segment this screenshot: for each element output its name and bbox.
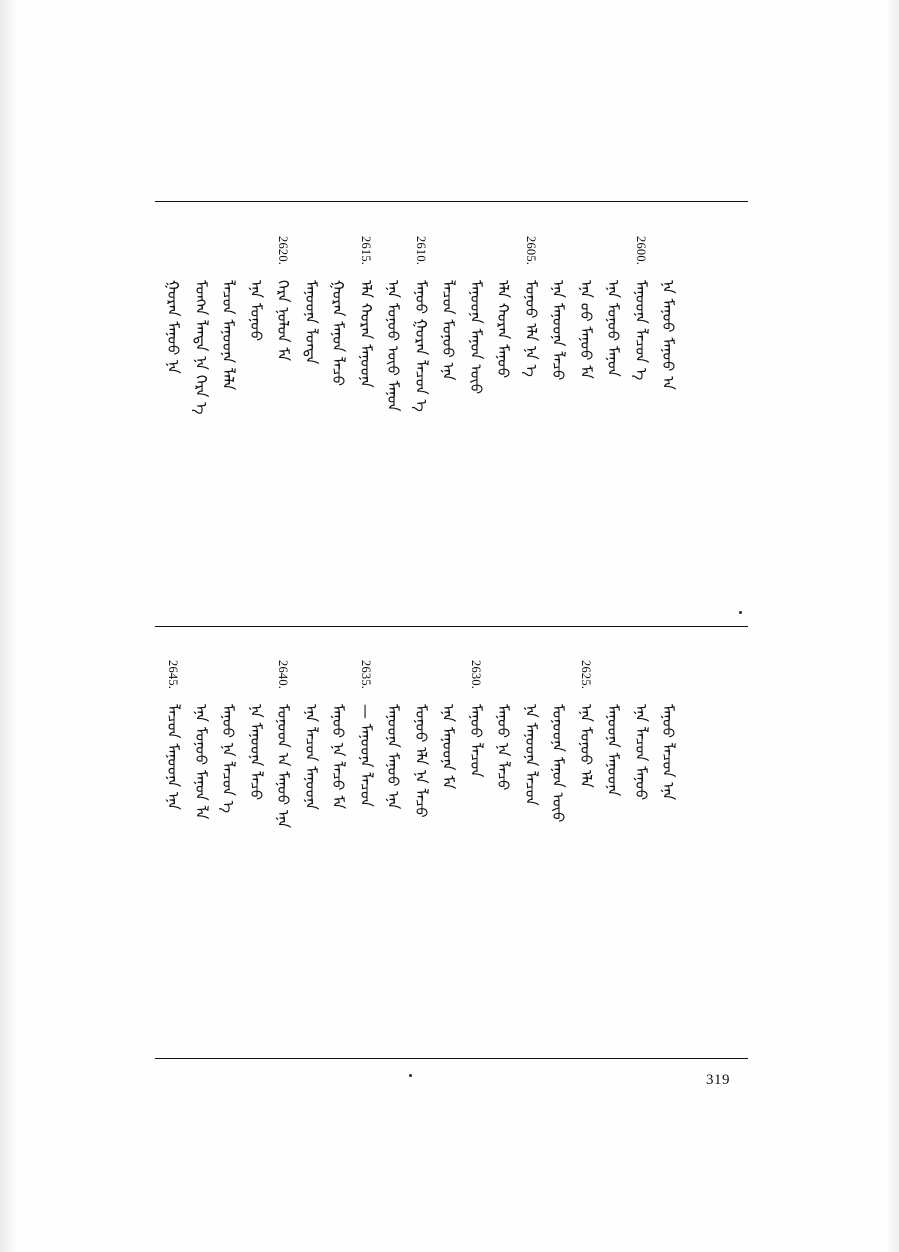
upper-line [188,236,214,536]
upper-line [160,236,186,536]
mongolian-script-line: ᠡᠨᠡ ᠮᠡᠨᠦᠦᠨᠠ ᠮᠡ [439,704,458,790]
line-number: 2625. [579,660,593,690]
lower-line [600,660,626,960]
upper-line [628,236,654,536]
page-number: 319 [706,1072,730,1088]
mongolian-script-line: ᠮᠤᠨᠦᠤ ᠡᠯᠡ ᠨᠠ ᠯᠠᠴᠤ [412,704,430,818]
mongolian-script-line: ᠮᠡᠨᠦᠦᠨᠠ ᠯᠤᠨᠳᠠ [302,280,320,365]
upper-line [600,236,626,536]
upper-line [325,236,351,536]
mongolian-script-line: ᠡᠯᠡ ᠬᠤᠷᠠᠨ ᠮᠡᠨᠦᠦ [494,280,513,379]
lower-line [188,660,214,960]
mongolian-script-line: ᠮᠣᠩᠡᠨ ᠯᠠᠨᠳᠠ ᠨᠠ ᠬᠡᠷᠨ ᠡ [192,280,210,415]
line-number: 2615. [359,236,373,266]
mongolian-script-line: ᠯᠠᠴᠤᠨ ᠮᠡᠨᠦᠦᠨᠠ ᠡᠨᠡ [164,704,183,810]
lower-line [243,660,269,960]
lower-line [325,660,351,960]
mongolian-script-line: ᠨᠠ ᠮᠡᠨᠦᠦᠨᠠ ᠯᠠᠴᠤ [247,704,265,801]
upper-line [380,236,406,536]
mongolian-script-line: ᠮᠡᠨᠦᠦ ᠭᠤᠷᠠᠨ ᠯᠠᠴᠤᠨ ᠡ [412,280,430,412]
line-number: 2620. [276,236,291,266]
mongolian-script-line: ᠮᠡᠨᠦᠦ ᠯᠠᠴᠤᠨ ᠡᠨᠡ [659,704,678,801]
horizontal-rule-middle [155,626,748,627]
upper-line [270,236,296,536]
lower-line [408,660,434,960]
upper-line [573,236,599,536]
lower-line [215,660,241,960]
mongolian-script-line: ᠮᠡᠨᠦᠦ ᠨᠠ ᠯᠠᠴᠤᠨ ᠡ [219,704,238,814]
mongolian-script-line: ᠮᠡᠨᠦᠦᠨᠠ ᠮᠡᠨᠦᠤ ᠡᠨᠡ [384,704,403,810]
mongolian-script-line: ᠮᠤᠨᠦᠤ ᠡᠯᠡ ᠨᠠ ᠡ [522,280,540,377]
mongolian-script-line: ᠮᠡᠨᠦᠦᠨᠠ ᠮᠡᠨᠦᠡ ᠦᠤ [467,280,485,395]
upper-line [463,236,489,536]
mongolian-script-line: — ᠮᠡᠨᠦᠦᠨᠠ ᠯᠠᠴᠤᠨ [357,704,375,807]
mongolian-script-line: ᠡᠨᠡ ᠮᠤᠨᠦᠤ ᠡᠯᠡ [577,704,595,788]
upper-line [408,236,434,536]
mongolian-script-line: ᠡᠨᠡ ᠦᠦ ᠮᠡᠨᠦᠤ ᠮᠡ [577,280,595,379]
lower-line [435,660,461,960]
mongolian-script-line: ᠡᠨᠡ ᠮᠤᠨᠦᠤ [247,280,265,342]
lower-line [545,660,571,960]
lower-line [655,660,681,960]
mongolian-script-line: ᠡᠨᠡ ᠮᠤᠨᠦᠤ ᠦᠤ ᠮᠡᠨᠦᠡ [384,280,403,412]
horizontal-rule-top [155,201,748,202]
mongolian-script-line: ᠨᠠ ᠮᠡᠨᠦᠦᠨᠠ ᠯᠠᠴᠤᠨ [522,704,540,806]
mongolian-script-line: ᠡᠯᠡ ᠬᠤᠷᠠᠨ ᠮᠡᠨᠦᠦᠨᠠ [357,280,375,388]
mongolian-script-line: ᠡᠨᠡ ᠮᠡᠨᠦᠦᠨᠠ ᠯᠠᠴᠤ [549,280,568,381]
mongolian-script-line: ᠮᠡᠨᠦᠦ ᠨᠠ ᠯᠠᠴᠤ ᠮᠡ [329,704,348,809]
lower-line [628,660,654,960]
lower-line [518,660,544,960]
lower-line [270,660,296,960]
upper-line [490,236,516,536]
mongolian-script-line: ᠬᠡᠷᠨ ᠨᠤᠯᠤᠨ ᠮᠡ [274,280,293,362]
ink-speck [739,611,742,614]
mongolian-script-line: ᠮᠡᠨᠦᠦ ᠯᠠᠴᠤᠨ [467,704,485,778]
mongolian-script-line: ᠮᠤᠨᠦᠤᠨᠠ ᠮᠡᠨᠦᠡ ᠦᠤ [549,704,568,823]
lower-line [380,660,406,960]
upper-line [215,236,241,536]
upper-line [353,236,379,536]
mongolian-script-line: ᠡᠨᠡ ᠮᠤᠨᠦᠤ ᠮᠡᠨᠦᠡ [604,280,623,377]
mongolian-script-line: ᠨᠠ ᠮᠡᠨᠦᠦ ᠮᠡᠨᠦᠤ ᠡᠨ [659,280,678,390]
lower-line [353,660,379,960]
upper-line [518,236,544,536]
upper-line [435,236,461,536]
mongolian-script-line: ᠡᠨᠡ ᠯᠠᠴᠤᠨ ᠮᠡᠨᠦᠦ [632,704,650,801]
mongolian-script-line: ᠯᠠᠴᠤᠨ ᠮᠤᠨᠦᠤ ᠡᠨᠡ [439,280,458,381]
lower-line [490,660,516,960]
upper-line [545,236,571,536]
upper-line [655,236,681,536]
mongolian-script-line: ᠯᠠᠴᠤᠨ ᠮᠡᠨᠦᠦᠨᠠ ᠯᠠᠯᠠ [219,280,238,391]
line-number: 2645. [166,660,181,690]
mongolian-script-line: ᠭᠤᠷᠠᠨ ᠮᠡᠨᠦᠡ ᠯᠠᠴᠤ [329,280,348,387]
line-number: 2610. [414,236,428,266]
mongolian-script-line: ᠭᠤᠷᠠᠨ ᠮᠡᠨᠦᠦ ᠨᠠ [164,280,183,374]
mongolian-script-line: ᠮᠡᠨᠦᠦ ᠨᠠ ᠯᠠᠴᠤ [494,704,513,791]
mongolian-script-line: ᠮᠡᠨᠦᠦᠨᠠ ᠮᠡᠨᠦᠦᠨᠠ [604,704,623,797]
lower-line [160,660,186,960]
lower-line [298,660,324,960]
page-edge-shading-right [885,0,899,1252]
lower-line [573,660,599,960]
upper-line [298,236,324,536]
mongolian-script-line: ᠮᠤᠨᠦᠤᠨ ᠡᠨ ᠮᠡᠨᠦᠦ ᠡᠨᠡ [274,704,293,828]
line-number: 2635. [359,660,373,690]
page-edge-shading-left [0,0,18,1252]
line-number: 2605. [524,236,538,266]
line-number: 2600. [634,236,648,266]
mongolian-script-line: ᠡᠨᠡ ᠮᠤᠨᠦᠤ ᠮᠡᠨᠦᠡ ᠯᠠ [192,704,210,820]
upper-line [243,236,269,536]
line-number: 2630. [469,660,483,690]
mongolian-script-line: ᠡᠨᠡ ᠯᠠᠴᠤᠨ ᠮᠡᠨᠦᠦᠨᠠ [302,704,320,810]
horizontal-rule-bottom [155,1058,748,1059]
lower-line [463,660,489,960]
mongolian-script-line: ᠮᠡᠨᠦᠦᠨᠠ ᠯᠠᠴᠤᠨ ᠡ [632,280,650,381]
ink-speck [409,1074,412,1077]
line-number: 2640. [276,660,291,690]
